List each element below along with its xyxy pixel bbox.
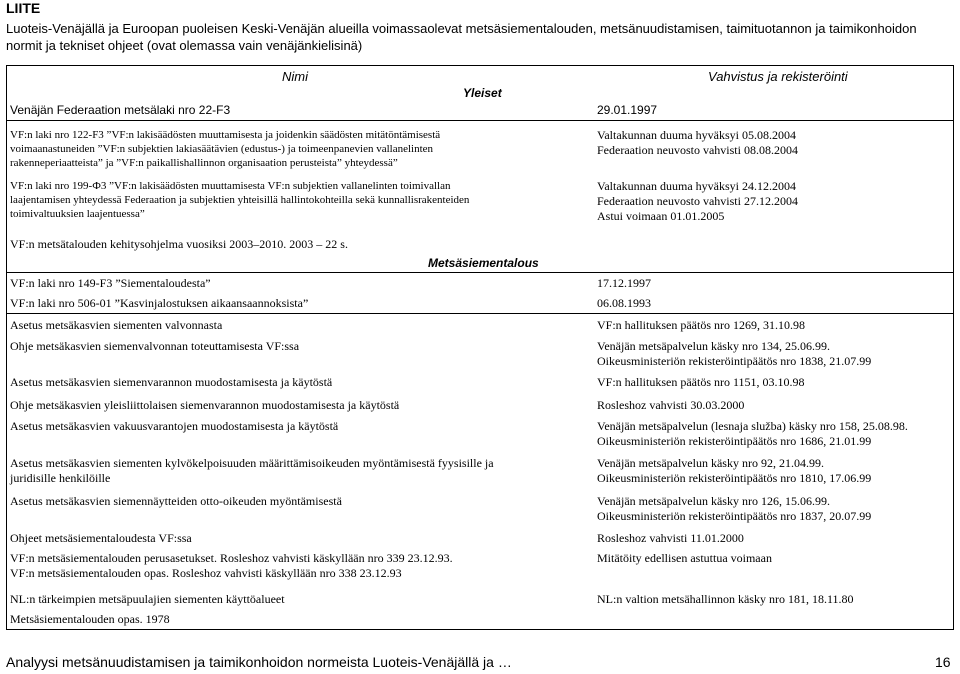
table-row-10-name: Asetus metsäkasvien vakuusvarantojen muodostamisesta ja käytöstä [10,419,339,433]
table-row-1-name: VF:n laki nro 122-F3 ”VF:n lakisäädösten muuttamisesta ja joidenkin säädösten mitätöntämisestä voimaanastuneiden ”VF:n subjektien lakiasäätävien (edustus-) ja toimeenpanevien vallanelinten rakenneperiaatteista” ja ”VF:n paikallishallinnon organisaation perusteista” yhteydessä” [10,129,441,169]
table-row-6-name: Asetus metsäkasvien siementen valvonnasta [10,318,223,332]
table-row-9-name: Ohje metsäkasvien yleisliittolaisen siemenvarannon muodostamisesta ja käytöstä [10,398,400,412]
row-divider [6,120,954,121]
table-row-7-approval: Venäjän metsäpalvelun käsky nro 134, 25.06.99. Oikeusministeriön rekisteröintipäätös nro 1838, 21.07.99 [597,339,872,368]
row-divider [6,313,954,314]
table-row-12-name: Asetus metsäkasvien siemennäytteiden otto-oikeuden myöntämisestä [10,494,342,508]
table-row-2-name: VF:n laki nro 199-Ф3 ”VF:n lakisäädösten muuttamisesta VF:n subjektien vallanelinten toimivallan laajentamisen yhteydessä Federaation ja subjektien yhteisillä hallintokohteilla sekä kunnallisrakenteiden toimivaltuuksien laajentuessa” [10,180,470,220]
table-row-8-approval: VF:n hallituksen päätös nro 1151, 03.10.98 [597,375,805,389]
group-header-general: Yleiset [463,86,502,100]
table-row-7-name: Ohje metsäkasvien siemenvalvonnan toteuttamisesta VF:ssa [10,339,300,353]
table-row-16-name: Metsäsiementalouden opas. 1978 [10,612,170,626]
table-row-9-approval: Rosleshoz vahvisti 30.03.2000 [597,398,745,412]
table-row-15-name: NL:n tärkeimpien metsäpuulajien siementen käyttöalueet [10,592,285,606]
column-header-approval: Vahvistus ja rekisteröinti [708,69,848,84]
table-row-13-approval: Rosleshoz vahvisti 11.01.2000 [597,531,744,545]
page-number: 16 [935,654,951,670]
table-row-6-approval: VF:n hallituksen päätös nro 1269, 31.10.98 [597,318,805,332]
section-title: LIITE [6,0,41,16]
table-row-11-approval: Venäjän metsäpalvelun käsky nro 92, 21.04.99. Oikeusministeriön rekisteröintipäätös nro 1810, 17.06.99 [597,456,872,485]
row-divider [6,272,954,273]
table-row-2-approval: Valtakunnan duuma hyväksyi 24.12.2004 Federaation neuvosto vahvisti 27.12.2004 Astui voimaan 01.01.2005 [597,179,798,223]
table-row-11-name: Asetus metsäkasvien siementen kylvökelpoisuuden määrittämisoikeuden myöntämisestä fyysisille ja juridisille henkilöille [10,456,494,485]
table-row-3-name: VF:n metsätalouden kehitysohjelma vuosiksi 2003–2010. 2003 – 22 s. [10,237,348,251]
table-row-15-approval: NL:n valtion metsähallinnon käsky nro 181, 18.11.80 [597,592,854,606]
table-row-5-name: VF:n laki nro 506-01 ”Kasvinjalostuksen aikaansaannoksista” [10,296,309,310]
table-row-4-name: VF:n laki nro 149-F3 ”Siementaloudesta” [10,276,211,290]
group-header-seed-management: Metsäsiementalous [428,256,539,270]
intro-text: Luoteis-Venäjällä ja Euroopan puoleisen Keski-Venäjän alueilla voimassaolevat metsäsiementalouden, metsänuudistamisen, taimituotannon ja taimikonhoidon normit ja tekniset ohjeet (ovat olemassa vain venäjänkielisinä) [6,21,917,53]
table-row-0-date: 29.01.1997 [597,103,658,117]
table-row-5-date: 06.08.1993 [597,296,651,310]
table-row-14-approval: Mitätöity edellisen astuttua voimaan [597,551,772,565]
table-row-14-name: VF:n metsäsiementalouden perusasetukset. Rosleshoz vahvisti käskyllään nro 339 23.12.93. VF:n metsäsiementalouden opas. Rosleshoz vahvisti käskyllään nro 338 23.12.93 [10,551,453,580]
table-row-13-name: Ohjeet metsäsiementaloudesta VF:ssa [10,531,192,545]
table-row-4-date: 17.12.1997 [597,276,651,290]
footer-text: Analyysi metsänuudistamisen ja taimikonhoidon normeista Luoteis-Venäjällä ja … [6,654,512,670]
table-row-0-name: Venäjän Federaation metsälaki nro 22-F3 [10,103,231,117]
table-row-1-approval: Valtakunnan duuma hyväksyi 05.08.2004 Federaation neuvosto vahvisti 08.08.2004 [597,128,798,157]
table-row-12-approval: Venäjän metsäpalvelun käsky nro 126, 15.06.99. Oikeusministeriön rekisteröintipäätös nro 1837, 20.07.99 [597,494,872,523]
column-header-name: Nimi [282,69,308,84]
table-row-8-name: Asetus metsäkasvien siemenvarannon muodostamisesta ja käytöstä [10,375,333,389]
table-row-10-approval: Venäjän metsäpalvelun (lesnaja služba) käsky nro 158, 25.08.98. Oikeusministeriön rekisteröintipäätös nro 1686, 21.01.99 [597,419,908,448]
